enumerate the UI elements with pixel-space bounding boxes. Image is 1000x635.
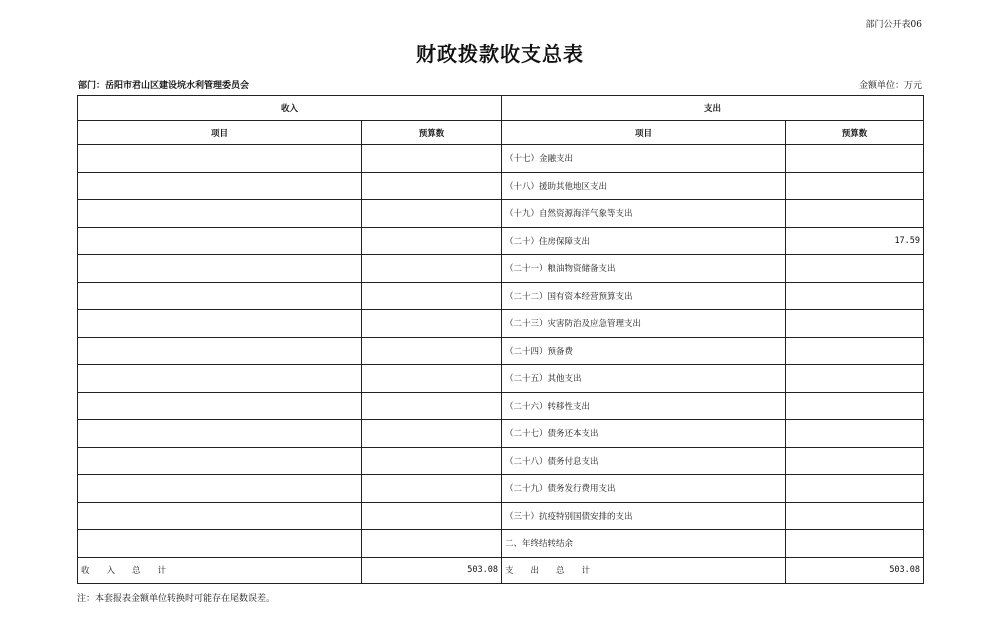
expenditure-amount-cell — [786, 172, 924, 200]
income-item-cell — [78, 337, 362, 365]
expenditure-item-cell: （二十二）国有资本经营预算支出 — [502, 282, 786, 310]
expenditure-amount-cell — [786, 447, 924, 475]
table-row — [78, 502, 924, 530]
expenditure-item-cell: （二十一）粮油物资储备支出 — [502, 255, 786, 283]
income-amount-cell — [362, 337, 502, 365]
income-amount-cell — [362, 502, 502, 530]
amount-unit-label: 金额单位：万元 — [858, 81, 922, 91]
finance-table — [77, 95, 924, 584]
expenditure-amount-cell — [786, 200, 924, 228]
expenditure-amount-cell — [786, 337, 924, 365]
income-header: 收入 — [78, 96, 502, 121]
income-item-cell — [78, 255, 362, 283]
income-budget-header: 预算数 — [362, 121, 502, 145]
income-amount-cell — [362, 392, 502, 420]
table-row — [78, 145, 924, 173]
income-amount-cell — [362, 227, 502, 255]
table-row — [78, 227, 924, 255]
expenditure-budget-header: 预算数 — [786, 121, 924, 145]
expenditure-item-cell: （二十八）债务付息支出 — [502, 447, 786, 475]
expenditure-item-cell: （十九）自然资源海洋气象等支出 — [502, 200, 786, 228]
expenditure-item-cell: （二十四）预备费 — [502, 337, 786, 365]
expenditure-amount-cell — [786, 420, 924, 448]
total-row — [78, 557, 924, 583]
expenditure-amount-cell — [786, 475, 924, 503]
income-item-cell — [78, 420, 362, 448]
income-amount-cell — [362, 172, 502, 200]
income-item-cell — [78, 447, 362, 475]
department-label: 部门：岳阳市君山区建设垸水利管理委员会 — [78, 81, 250, 91]
table-row — [78, 200, 924, 228]
expenditure-item-cell: （十七）金融支出 — [502, 145, 786, 173]
expenditure-amount-cell — [786, 392, 924, 420]
table-row — [78, 420, 924, 448]
expenditure-item-cell: 二、年终结转结余 — [502, 530, 786, 558]
income-item-cell — [78, 282, 362, 310]
income-item-cell — [78, 310, 362, 338]
income-item-cell — [78, 475, 362, 503]
table-row — [78, 310, 924, 338]
income-amount-cell — [362, 420, 502, 448]
expenditure-amount-cell — [786, 530, 924, 558]
expenditure-total-label: 支 出 总 计 — [502, 557, 786, 583]
table-row — [78, 255, 924, 283]
table-row — [78, 530, 924, 558]
table-row — [78, 475, 924, 503]
expenditure-item-cell: （二十五）其他支出 — [502, 365, 786, 393]
expenditure-amount-cell — [786, 282, 924, 310]
income-amount-cell — [362, 447, 502, 475]
column-header-row — [78, 121, 924, 145]
expenditure-item-header: 项目 — [502, 121, 786, 145]
income-amount-cell — [362, 255, 502, 283]
income-item-cell — [78, 145, 362, 173]
income-total-amount: 503.08 — [362, 557, 502, 583]
section-header-row — [78, 96, 924, 121]
page-title: 财政拨款收支总表 — [416, 42, 584, 66]
income-item-cell — [78, 530, 362, 558]
expenditure-item-cell: （二十）住房保障支出 — [502, 227, 786, 255]
form-number: 部门公开表06 — [865, 20, 922, 30]
expenditure-amount-cell — [786, 145, 924, 173]
expenditure-amount-cell — [786, 255, 924, 283]
expenditure-item-cell: （二十六）转移性支出 — [502, 392, 786, 420]
income-amount-cell — [362, 282, 502, 310]
table-row — [78, 447, 924, 475]
table-body — [78, 96, 924, 584]
table-row — [78, 172, 924, 200]
income-item-cell — [78, 392, 362, 420]
income-amount-cell — [362, 530, 502, 558]
income-item-cell — [78, 172, 362, 200]
income-amount-cell — [362, 475, 502, 503]
table-row — [78, 282, 924, 310]
income-item-cell — [78, 365, 362, 393]
expenditure-header: 支出 — [502, 96, 924, 121]
expenditure-amount-cell — [786, 365, 924, 393]
expenditure-item-cell: （十八）援助其他地区支出 — [502, 172, 786, 200]
expenditure-amount-cell: 17.59 — [786, 227, 924, 255]
footnote: 注：本套报表金额单位转换时可能存在尾数误差。 — [77, 594, 276, 604]
expenditure-total-amount: 503.08 — [786, 557, 924, 583]
table-row — [78, 365, 924, 393]
expenditure-item-cell: （二十七）债务还本支出 — [502, 420, 786, 448]
table-row — [78, 392, 924, 420]
table-row — [78, 337, 924, 365]
income-item-cell — [78, 227, 362, 255]
income-item-cell — [78, 200, 362, 228]
expenditure-amount-cell — [786, 502, 924, 530]
expenditure-item-cell: （三十）抗疫特别国债安排的支出 — [502, 502, 786, 530]
income-total-label: 收 入 总 计 — [78, 557, 362, 583]
expenditure-item-cell: （二十三）灾害防治及应急管理支出 — [502, 310, 786, 338]
income-amount-cell — [362, 365, 502, 393]
income-amount-cell — [362, 310, 502, 338]
expenditure-amount-cell — [786, 310, 924, 338]
income-amount-cell — [362, 145, 502, 173]
income-amount-cell — [362, 200, 502, 228]
income-item-cell — [78, 502, 362, 530]
expenditure-item-cell: （二十九）债务发行费用支出 — [502, 475, 786, 503]
income-item-header: 项目 — [78, 121, 362, 145]
